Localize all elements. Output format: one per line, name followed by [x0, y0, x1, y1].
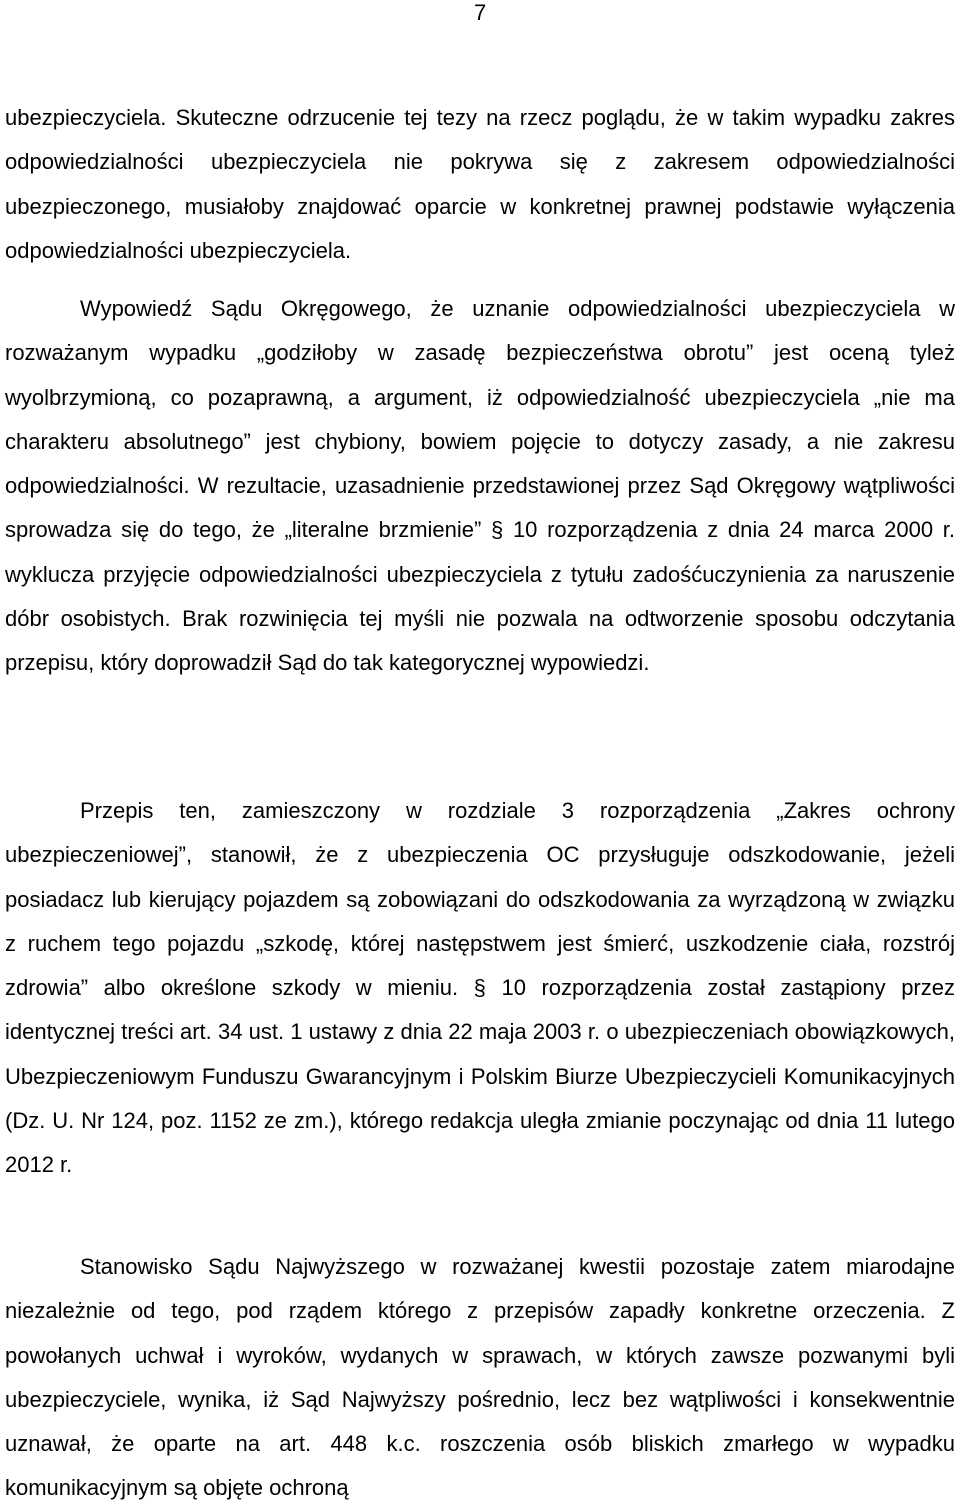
- paragraph-4: Stanowisko Sądu Najwyższego w rozważanej kwestii pozostaje zatem miarodajne niezależnie od tego, pod rządem którego z przepisów zapadły konkretne orzeczenia. Z powołanych uchwał i wyroków, wydanych w sprawach, w których zawsze pozwanymi byli ubezpieczyciele, wynika, iż Sąd Najwyższy pośrednio, lecz bez wątpliwości i konsekwentnie uznawał, że oparte na art. 448 k.c. roszczenia osób bliskich zmarłego w wypadku komunikacyjnym są objęte ochroną: [5, 1254, 955, 1501]
- paragraph-1: ubezpieczyciela. Skuteczne odrzucenie tej tezy na rzecz poglądu, że w takim wypadku zakres odpowiedzialności ubezpieczyciela nie pokrywa się z zakresem odpowiedzialności ubezpieczonego, musiałoby znajdować oparcie w konkretnej prawnej podstawie wyłączenia odpowiedzialności ubezpieczyciela.: [5, 105, 955, 263]
- paragraph-3: Przepis ten, zamieszczony w rozdziale 3 rozporządzenia „Zakres ochrony ubezpieczeniowej”, stanowił, że z ubezpieczenia OC przysługuje odszkodowanie, jeżeli posiadacz lub kierujący pojazdem są zobowiązani do odszkodowania za wyrządzoną w związku z ruchem tego pojazdu „szkodę, której następstwem jest śmierć, uszkodzenie ciała, rozstrój zdrowia” albo określone szkody w mieniu. § 10 rozporządzenia został zastąpiony przez identycznej treści art. 34 ust. 1 ustawy z dnia 22 maja 2003 r. o ubezpieczeniach obowiązkowych, Ubezpieczeniowym Funduszu Gwarancyjnym i Polskim Biurze Ubezpieczycieli Komunikacyjnych (Dz. U. Nr 124, poz. 1152 ze zm.), którego redakcja uległa zmianie poczynając od dnia 11 lutego 2012 r.: [5, 798, 955, 1178]
- paragraph-2: Wypowiedź Sądu Okręgowego, że uznanie odpowiedzialności ubezpieczyciela w rozważanym wypadku „godziłoby w zasadę bezpieczeństwa obrotu” jest oceną tyleż wyolbrzymioną, co pozaprawną, a argument, iż odpowiedzialność ubezpieczyciela „nie ma charakteru absolutnego” jest chybiony, bowiem pojęcie to dotyczy zasady, a nie zakresu odpowiedzialności. W rezultacie, uzasadnienie przedstawionej przez Sąd Okręgowy wątpliwości sprowadza się do tego, że „literalne brzmienie” § 10 rozporządzenia z dnia 24 marca 2000 r. wyklucza przyjęcie odpowiedzialności ubezpieczyciela z tytułu zadośćuczynienia za naruszenie dóbr osobistych. Brak rozwinięcia tej myśli nie pozwala na odtworzenie sposobu odczytania przepisu, który doprowadził Sąd do tak kategorycznej wypowiedzi.: [5, 296, 955, 676]
- page-number: 7: [474, 0, 487, 25]
